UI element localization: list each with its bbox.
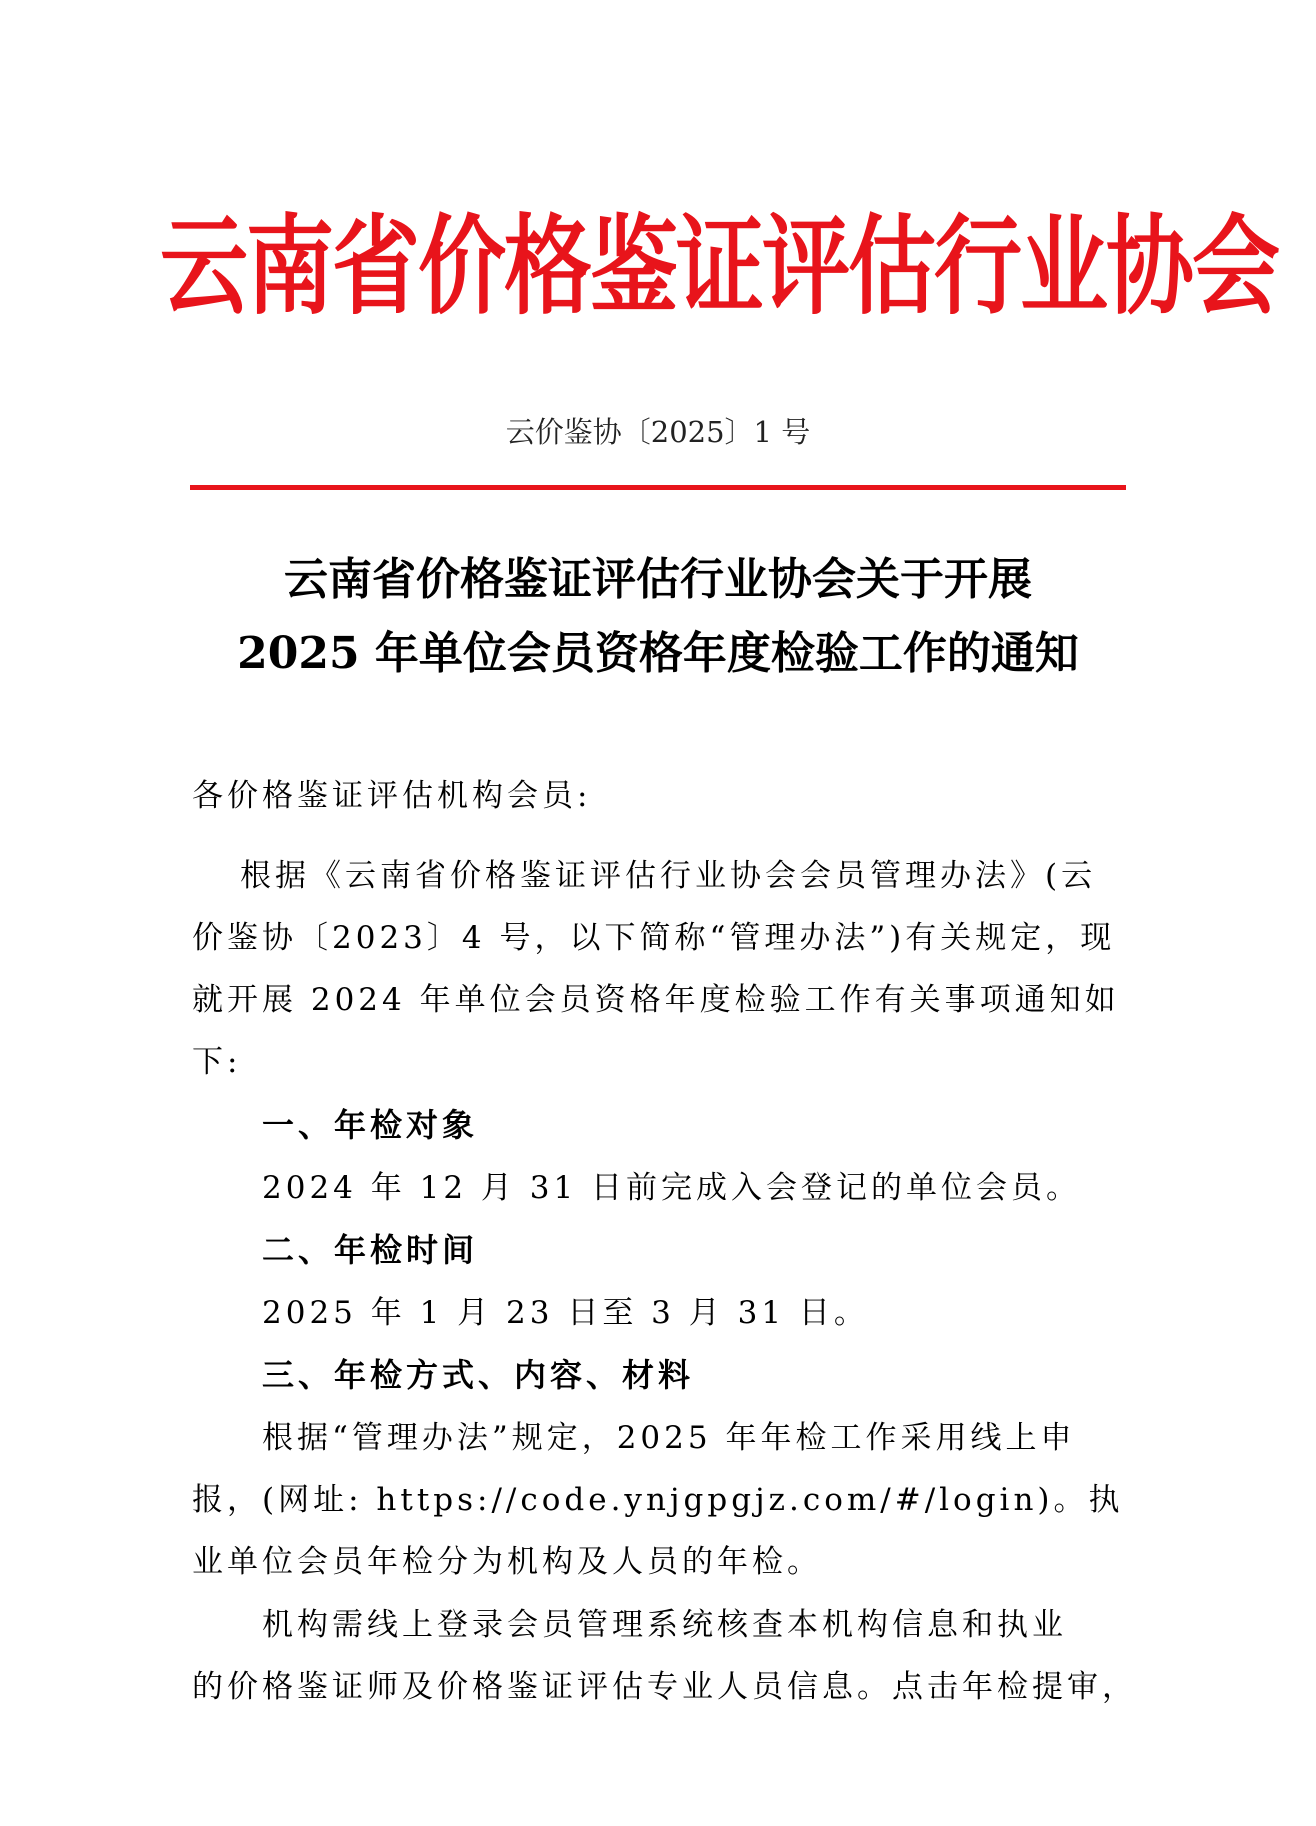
document-number: 云价鉴协〔2025〕1 号 bbox=[505, 415, 811, 449]
section-3-p2-line-1: 机构需线上登录会员管理系统核查本机构信息和执业 bbox=[262, 1607, 1067, 1643]
intro-line-3: 就开展 2024 年单位会员资格年度检验工作有关事项通知如 bbox=[192, 982, 1120, 1018]
section-3-p1-line-2: 报，(网址: https://code.ynjgpgjz.com/#/login)。执 bbox=[192, 1482, 1124, 1518]
intro-line-2: 价鉴协〔2023〕4 号，以下简称“管理办法”)有关规定，现 bbox=[192, 920, 1116, 956]
section-2-text: 2025 年 1 月 23 日至 3 月 31 日。 bbox=[262, 1295, 869, 1331]
section-2-heading: 二、年检时间 bbox=[262, 1231, 479, 1269]
intro-line-1: 根据《云南省价格鉴证评估行业协会会员管理办法》(云 bbox=[240, 858, 1097, 894]
document-title-line-2: 2025 年单位会员资格年度检验工作的通知 bbox=[237, 628, 1079, 679]
section-3-heading: 三、年检方式、内容、材料 bbox=[262, 1356, 695, 1394]
section-3-p2-line-2: 的价格鉴证师及价格鉴证评估专业人员信息。点击年检提审， bbox=[192, 1669, 1137, 1705]
salutation: 各价格鉴证评估机构会员: bbox=[192, 778, 592, 814]
section-3-p1-line-3: 业单位会员年检分为机构及人员的年检。 bbox=[192, 1544, 822, 1580]
intro-line-4: 下: bbox=[192, 1044, 242, 1080]
document-title-line-1: 云南省价格鉴证评估行业协会关于开展 bbox=[284, 554, 1032, 605]
letterhead-divider bbox=[190, 485, 1126, 490]
section-3-p1-line-1: 根据“管理办法”规定，2025 年年检工作采用线上申 bbox=[262, 1420, 1076, 1456]
section-1-heading: 一、年检对象 bbox=[262, 1106, 479, 1144]
section-1-text: 2024 年 12 月 31 日前完成入会登记的单位会员。 bbox=[262, 1170, 1082, 1206]
organization-letterhead: 云南省价格鉴证评估行业协会 bbox=[160, 203, 1279, 330]
